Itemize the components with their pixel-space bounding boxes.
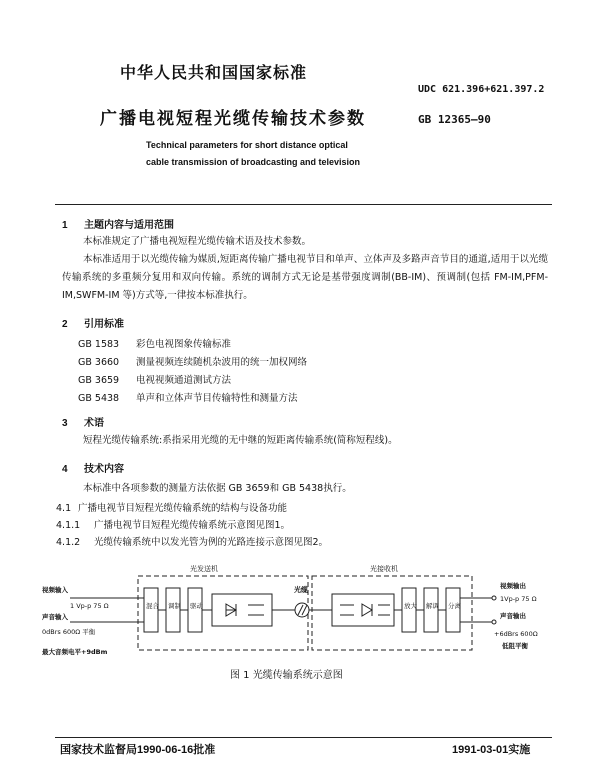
audio-input-label: 声音输入	[42, 613, 68, 621]
low-impedance-balanced-label: 低阻平衡	[502, 642, 528, 650]
implementation-date: 1991-03-01实施	[452, 744, 531, 756]
udc-number: UDC 621.396+621.397.2	[418, 84, 545, 95]
video-output-level: 1Vp-p 75 Ω	[500, 595, 537, 603]
reference-code: GB 1583	[78, 339, 120, 350]
audio-output-label: 声音输出	[500, 612, 526, 620]
subsection-text: 光缆传输系统中以发光管为例的光路连接示意图见图2。	[94, 537, 329, 548]
section-title: 术语	[84, 418, 104, 429]
subsection-item	[56, 517, 290, 531]
section-1-heading	[62, 216, 174, 231]
optical-cable-label: 光缆	[294, 586, 308, 594]
reference-item	[78, 336, 231, 350]
subsection-text: 广播电视节目短程光缆传输系统的结构与设备功能	[78, 503, 288, 514]
transmitter-label: 光发送机	[190, 565, 218, 573]
drive-block	[188, 588, 202, 632]
figure-caption: 图 1 光缆传输系统示意图	[230, 670, 343, 681]
amplifier-block-label: 放大	[404, 602, 417, 610]
section-number: 4	[62, 464, 68, 475]
standard-type: 中华人民共和国国家标准	[120, 63, 308, 82]
english-title-line2: cable transmission of broadcasting and television	[146, 157, 361, 167]
header-divider	[55, 204, 552, 205]
reference-name: 单声和立体声节目传输特性和测量方法	[136, 393, 298, 404]
video-output-label: 视频输出	[500, 582, 526, 590]
reference-item	[78, 390, 298, 404]
mix-block-label: 混合	[146, 602, 159, 610]
demodulation-block	[424, 588, 438, 632]
video-input-level: 1 Vp-p 75 Ω	[70, 602, 109, 610]
modulation-block-label: 调制	[168, 602, 181, 610]
section-number: 1	[62, 220, 68, 231]
gb-number: GB 12365—90	[418, 113, 491, 126]
led-emitter-block	[212, 594, 272, 626]
subsection-number: 4.1.2	[56, 537, 81, 548]
reference-name: 测量视频连续随机杂波用的统一加权网络	[136, 357, 308, 368]
separation-block	[446, 588, 460, 632]
reference-item	[78, 354, 307, 368]
subsection-number: 4.1	[56, 503, 72, 514]
subsection-item	[56, 500, 287, 514]
document-title: 广播电视短程光缆传输技术参数	[100, 109, 366, 129]
section-3-heading	[62, 414, 104, 429]
separation-block-label: 分离	[448, 602, 461, 610]
audio-output-level: +6dBrs 600Ω	[494, 630, 538, 638]
figure-1-diagram	[40, 560, 560, 660]
section-1-paragraph-1: 本标准规定了广播电视短程光缆传输术语及技术参数。	[83, 236, 312, 247]
section-number: 2	[62, 319, 68, 330]
subsection-text: 广播电视节目短程光缆传输系统示意图见图1。	[94, 520, 291, 531]
reference-name: 彩色电视图象传输标准	[136, 339, 232, 350]
photodetector-block	[332, 594, 394, 626]
subsection-number: 4.1.1	[56, 520, 81, 531]
receiver-label: 光接收机	[370, 565, 398, 573]
section-3-paragraph: 短程光缆传输系统:系指采用光缆的无中继的短距离传输系统(简称短程线)。	[83, 435, 398, 446]
subsection-item	[56, 534, 328, 548]
approval-date: 国家技术监督局1990-06-16批准	[60, 744, 216, 756]
reference-name: 电视视频通道测试方法	[136, 375, 232, 386]
drive-block-label: 驱动	[190, 602, 203, 610]
section-4-heading	[62, 460, 124, 475]
reference-item	[78, 372, 231, 386]
section-1-paragraph-2: 本标准适用于以光缆传输为媒质,短距离传输广播电视节目和单声、立体声及多路声音节目的通道,适用于以光缆传输系统的多重频分复用和双向传输。系统的调制方式无论是基带强度调制(BB-IM)、预调制(包括 FM-IM,PFM-IM,SWFM-IM 等)方式等,一律按本标准执行。	[62, 254, 548, 301]
section-number: 3	[62, 418, 68, 429]
amplifier-block	[402, 588, 416, 632]
modulation-block	[166, 588, 180, 632]
reference-code: GB 3660	[78, 357, 120, 368]
demodulation-block-label: 解调	[426, 602, 439, 610]
footer-divider	[55, 737, 552, 738]
reference-code: GB 3659	[78, 375, 120, 386]
audio-input-level: 0dBrs 600Ω 平衡	[42, 628, 96, 636]
max-audio-level-label: 最大音频电平+9dBm	[42, 648, 108, 656]
mix-block	[144, 588, 158, 632]
english-title-line1: Technical parameters for short distance optical	[146, 140, 348, 150]
section-4-paragraph: 本标准中各项参数的测量方法依据 GB 3659和 GB 5438执行。	[83, 483, 352, 494]
section-title: 引用标准	[84, 319, 124, 330]
reference-code: GB 5438	[78, 393, 120, 404]
video-input-label: 视频输入	[42, 586, 68, 594]
section-title: 技术内容	[84, 464, 124, 475]
section-title: 主题内容与适用范围	[84, 220, 174, 231]
section-2-heading	[62, 315, 124, 330]
